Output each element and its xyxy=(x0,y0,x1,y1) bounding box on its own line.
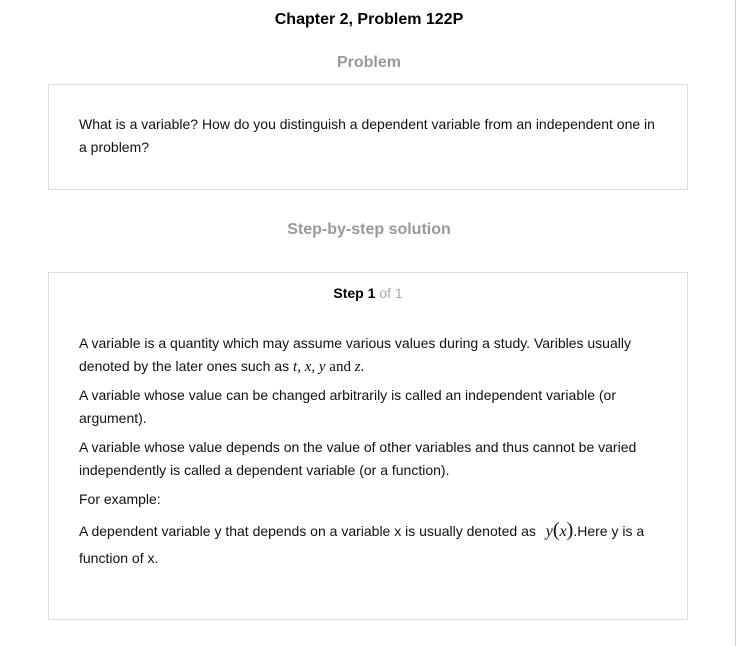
solution-paragraph-2: A variable whose value can be changed arbitrarily is called an independent variable (or argument). xyxy=(79,387,616,426)
solution-paragraph-3: A variable whose value depends on the value of other variables and thus cannot be varied independently is called a dependent variable (or a function). xyxy=(79,439,637,478)
solution-box xyxy=(48,272,688,620)
problem-box xyxy=(48,84,688,190)
page-right-border xyxy=(735,0,736,646)
solution-paragraph-4: For example: xyxy=(79,491,161,507)
paragraph-5-text: A dependent variable y that depends on a variable x is usually denoted as xyxy=(79,523,536,539)
step-label: Step 1 xyxy=(333,285,376,301)
step-header xyxy=(49,285,687,301)
math-variables: t, x, y and z. xyxy=(293,359,365,375)
problem-heading: Problem xyxy=(336,54,401,71)
problem-text: What is a variable? How do you distinguish a dependent variable from an independent one in a problem? xyxy=(79,116,655,155)
math-y-of-x: y(x) xyxy=(545,519,574,541)
paragraph-5-end: .Here y is a function of x. xyxy=(79,523,645,566)
step-of: of 1 xyxy=(379,285,403,301)
paragraph-1-text: A variable is a quantity which may assume various values during a study. Varibles usually denoted by the later ones such as xyxy=(79,335,631,374)
solution-paragraph-5 xyxy=(79,517,664,571)
solution-heading: Step-by-step solution xyxy=(287,221,451,238)
solution-paragraph-1 xyxy=(79,332,664,379)
page-title: Chapter 2, Problem 122P xyxy=(274,11,464,28)
